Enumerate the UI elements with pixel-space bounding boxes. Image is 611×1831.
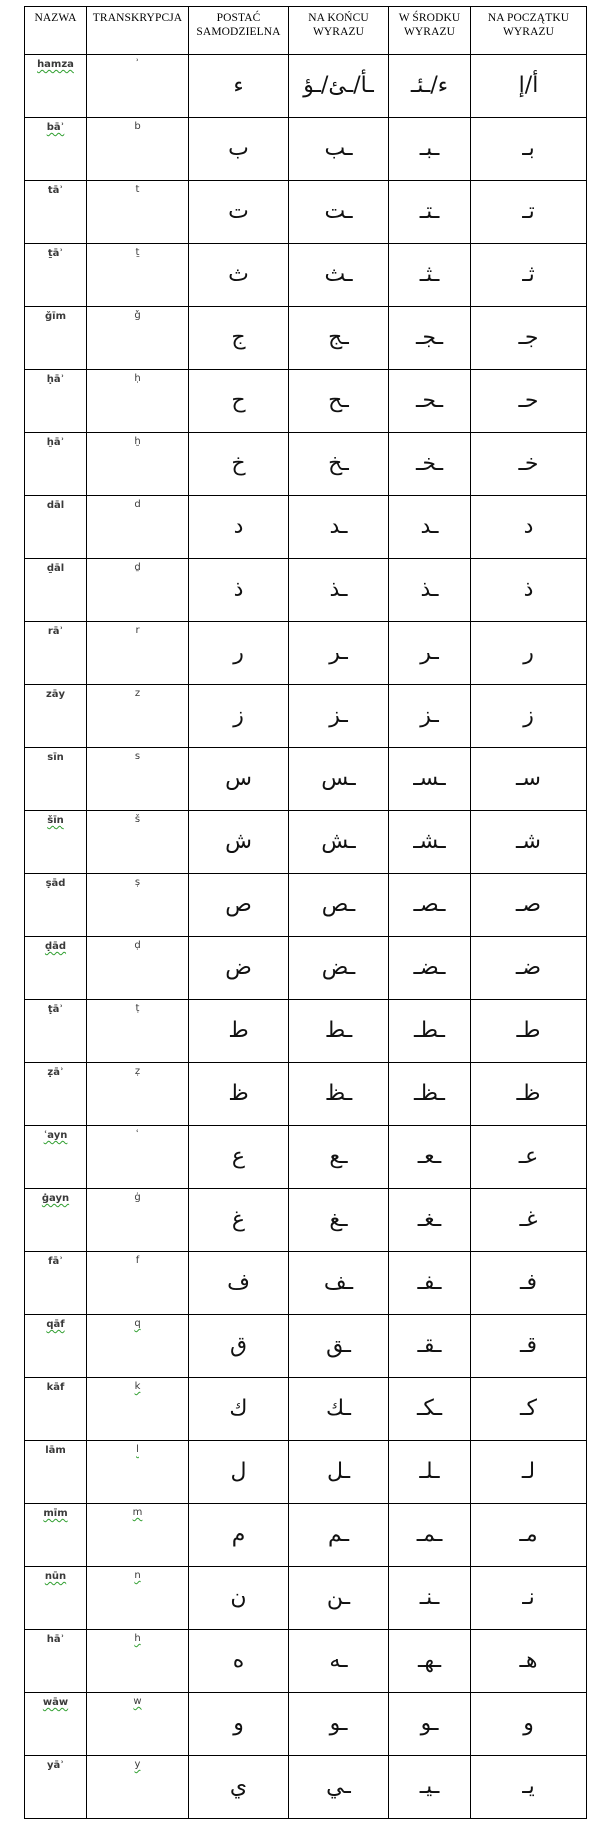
- letter-name: ʿayn: [43, 1130, 68, 1141]
- letter-name: bāʾ: [46, 122, 65, 133]
- medial-form: ء/ـئـ: [389, 55, 471, 118]
- letter-name: hāʾ: [46, 1634, 65, 1645]
- final-form: ـه: [289, 1630, 389, 1693]
- isolated-form: ع: [189, 1126, 289, 1189]
- initial-form: لـ: [471, 1441, 587, 1504]
- header-final: [289, 7, 389, 55]
- medial-form: ـر: [389, 622, 471, 685]
- letter-name-cell: [25, 433, 87, 496]
- table-row: [25, 118, 587, 181]
- medial-form: ـطـ: [389, 1000, 471, 1063]
- isolated-form: ل: [189, 1441, 289, 1504]
- header-name-text: NAZWA: [34, 12, 77, 24]
- header-initial: [471, 7, 587, 55]
- transcription-cell: [87, 1630, 189, 1693]
- medial-form: ـظـ: [389, 1063, 471, 1126]
- isolated-form: ت: [189, 181, 289, 244]
- medial-form: ـز: [389, 685, 471, 748]
- transcription: n: [134, 1570, 141, 1581]
- table-row: [25, 1567, 587, 1630]
- transcription: h: [134, 1633, 141, 1644]
- letter-name-cell: [25, 1504, 87, 1567]
- medial-form: ـيـ: [389, 1756, 471, 1819]
- transcription: ḥ: [134, 373, 141, 384]
- final-form: ـي: [289, 1756, 389, 1819]
- isolated-form: س: [189, 748, 289, 811]
- final-form: ـم: [289, 1504, 389, 1567]
- transcription: ṭ: [135, 1003, 140, 1014]
- transcription: ʾ: [135, 58, 140, 69]
- transcription-cell: [87, 118, 189, 181]
- medial-form: ـجـ: [389, 307, 471, 370]
- table-row: [25, 1756, 587, 1819]
- final-form: ـع: [289, 1126, 389, 1189]
- table-body: [25, 55, 587, 1819]
- letter-name-cell: [25, 1252, 87, 1315]
- table-row: [25, 433, 587, 496]
- initial-form: هـ: [471, 1630, 587, 1693]
- isolated-form: ط: [189, 1000, 289, 1063]
- isolated-form: د: [189, 496, 289, 559]
- isolated-form: ح: [189, 370, 289, 433]
- transcription-cell: [87, 1063, 189, 1126]
- final-form: ـر: [289, 622, 389, 685]
- transcription: š: [134, 814, 141, 825]
- initial-form: ثـ: [471, 244, 587, 307]
- header-transcription-text: TRANSKRYPCJA: [92, 12, 183, 24]
- transcription: d: [134, 499, 141, 510]
- table-row: [25, 1126, 587, 1189]
- isolated-form: ر: [189, 622, 289, 685]
- transcription: l: [136, 1444, 139, 1455]
- medial-form: ـنـ: [389, 1567, 471, 1630]
- final-form: ـث: [289, 244, 389, 307]
- final-form: ـو: [289, 1693, 389, 1756]
- initial-form: حـ: [471, 370, 587, 433]
- medial-form: ـحـ: [389, 370, 471, 433]
- letter-name-cell: [25, 1756, 87, 1819]
- transcription: w: [133, 1696, 142, 1707]
- table-row: [25, 1189, 587, 1252]
- table-row: [25, 181, 587, 244]
- initial-form: صـ: [471, 874, 587, 937]
- initial-form: فـ: [471, 1252, 587, 1315]
- initial-form: تـ: [471, 181, 587, 244]
- medial-form: ـغـ: [389, 1189, 471, 1252]
- letter-name-cell: [25, 685, 87, 748]
- letter-name: ḫāʾ: [46, 437, 65, 448]
- transcription: ḫ: [134, 436, 141, 447]
- letter-name-cell: [25, 496, 87, 559]
- arabic-alphabet-table: [24, 6, 587, 1819]
- transcription-cell: [87, 55, 189, 118]
- initial-form: سـ: [471, 748, 587, 811]
- transcription-cell: [87, 811, 189, 874]
- transcription: q: [134, 1318, 141, 1329]
- letter-name: ḍād: [44, 941, 67, 952]
- initial-form: قـ: [471, 1315, 587, 1378]
- transcription-cell: [87, 244, 189, 307]
- table-row: [25, 1252, 587, 1315]
- transcription-cell: [87, 1567, 189, 1630]
- document-page: [24, 6, 586, 1820]
- medial-form: ـذ: [389, 559, 471, 622]
- table-row: [25, 1630, 587, 1693]
- letter-name-cell: [25, 748, 87, 811]
- header-isolated: [189, 7, 289, 55]
- letter-name-cell: [25, 1441, 87, 1504]
- transcription: ġ: [134, 1192, 141, 1203]
- letter-name-cell: [25, 1126, 87, 1189]
- letter-name-cell: [25, 1567, 87, 1630]
- letter-name: dāl: [46, 500, 65, 511]
- initial-form: طـ: [471, 1000, 587, 1063]
- final-form: ـش: [289, 811, 389, 874]
- header-medial-line1: W ŚRODKU: [398, 12, 461, 24]
- table-row: [25, 307, 587, 370]
- letter-name-cell: [25, 1378, 87, 1441]
- medial-form: ـقـ: [389, 1315, 471, 1378]
- isolated-form: ج: [189, 307, 289, 370]
- final-form: ـن: [289, 1567, 389, 1630]
- header-transcription: [87, 7, 189, 55]
- table-row: [25, 937, 587, 1000]
- isolated-form: ق: [189, 1315, 289, 1378]
- letter-name-cell: [25, 1063, 87, 1126]
- final-form: ـق: [289, 1315, 389, 1378]
- initial-form: و: [471, 1693, 587, 1756]
- table-row: [25, 874, 587, 937]
- final-form: ـز: [289, 685, 389, 748]
- letter-name-cell: [25, 874, 87, 937]
- medial-form: ـصـ: [389, 874, 471, 937]
- isolated-form: ش: [189, 811, 289, 874]
- transcription: m: [132, 1507, 143, 1518]
- transcription-cell: [87, 1504, 189, 1567]
- transcription-cell: [87, 1756, 189, 1819]
- header-isolated-line2: SAMODZIELNA: [196, 26, 281, 38]
- initial-form: نـ: [471, 1567, 587, 1630]
- isolated-form: ء: [189, 55, 289, 118]
- initial-form: خـ: [471, 433, 587, 496]
- table-row: [25, 1315, 587, 1378]
- letter-name-cell: [25, 1630, 87, 1693]
- initial-form: شـ: [471, 811, 587, 874]
- isolated-form: ظ: [189, 1063, 289, 1126]
- letter-name-cell: [25, 181, 87, 244]
- final-form: ـض: [289, 937, 389, 1000]
- table-row: [25, 370, 587, 433]
- final-form: ـظ: [289, 1063, 389, 1126]
- header-isolated-line1: POSTAĆ: [216, 12, 261, 24]
- letter-name: tāʾ: [47, 185, 64, 196]
- transcription-cell: [87, 1693, 189, 1756]
- initial-form: عـ: [471, 1126, 587, 1189]
- transcription-cell: [87, 307, 189, 370]
- isolated-form: ك: [189, 1378, 289, 1441]
- table-row: [25, 1063, 587, 1126]
- isolated-form: ف: [189, 1252, 289, 1315]
- table-row: [25, 685, 587, 748]
- final-form: ـت: [289, 181, 389, 244]
- transcription: s: [134, 751, 141, 762]
- initial-form: ذ: [471, 559, 587, 622]
- header-initial-line2: WYRAZU: [502, 26, 555, 38]
- isolated-form: و: [189, 1693, 289, 1756]
- header-medial: [389, 7, 471, 55]
- letter-name: ẓāʾ: [47, 1067, 64, 1078]
- transcription: ḍ: [134, 940, 141, 951]
- letter-name: kāf: [46, 1382, 65, 1393]
- transcription: r: [135, 625, 140, 636]
- transcription-cell: [87, 559, 189, 622]
- table-row: [25, 1441, 587, 1504]
- table-row: [25, 559, 587, 622]
- letter-name-cell: [25, 307, 87, 370]
- transcription-cell: [87, 622, 189, 685]
- table-row: [25, 622, 587, 685]
- transcription: ṯ: [135, 247, 140, 258]
- header-row: [25, 7, 587, 55]
- letter-name: yāʾ: [47, 1760, 64, 1771]
- final-form: ـط: [289, 1000, 389, 1063]
- final-form: ـس: [289, 748, 389, 811]
- initial-form: ضـ: [471, 937, 587, 1000]
- table-row: [25, 748, 587, 811]
- isolated-form: ص: [189, 874, 289, 937]
- letter-name-cell: [25, 370, 87, 433]
- transcription-cell: [87, 748, 189, 811]
- medial-form: ـد: [389, 496, 471, 559]
- letter-name: wāw: [42, 1697, 69, 1708]
- isolated-form: ه: [189, 1630, 289, 1693]
- letter-name: ḏāl: [46, 563, 65, 574]
- initial-form: ر: [471, 622, 587, 685]
- letter-name-cell: [25, 1000, 87, 1063]
- isolated-form: خ: [189, 433, 289, 496]
- final-form: ـذ: [289, 559, 389, 622]
- letter-name: ṣād: [45, 878, 66, 889]
- letter-name-cell: [25, 622, 87, 685]
- isolated-form: ذ: [189, 559, 289, 622]
- letter-name: lām: [45, 1445, 66, 1456]
- medial-form: ـكـ: [389, 1378, 471, 1441]
- initial-form: ظـ: [471, 1063, 587, 1126]
- header-final-line2: WYRAZU: [312, 26, 365, 38]
- final-form: ـح: [289, 370, 389, 433]
- letter-name: ṭāʾ: [47, 1004, 64, 1015]
- final-form: ـف: [289, 1252, 389, 1315]
- transcription-cell: [87, 1126, 189, 1189]
- header-final-line1: NA KOŃCU: [308, 12, 369, 24]
- initial-form: يـ: [471, 1756, 587, 1819]
- letter-name: qāf: [46, 1319, 65, 1330]
- transcription-cell: [87, 1378, 189, 1441]
- transcription-cell: [87, 1252, 189, 1315]
- isolated-form: م: [189, 1504, 289, 1567]
- transcription: f: [135, 1255, 140, 1266]
- medial-form: ـثـ: [389, 244, 471, 307]
- letter-name: ǧīm: [44, 311, 66, 322]
- letter-name: sīn: [47, 752, 64, 763]
- header-name: [25, 7, 87, 55]
- transcription: ḏ: [134, 562, 141, 573]
- table-row: [25, 55, 587, 118]
- medial-form: ـضـ: [389, 937, 471, 1000]
- letter-name-cell: [25, 1189, 87, 1252]
- isolated-form: ث: [189, 244, 289, 307]
- isolated-form: ي: [189, 1756, 289, 1819]
- isolated-form: ب: [189, 118, 289, 181]
- initial-form: أ/إ: [471, 55, 587, 118]
- letter-name-cell: [25, 811, 87, 874]
- transcription-cell: [87, 433, 189, 496]
- isolated-form: ض: [189, 937, 289, 1000]
- medial-form: ـهـ: [389, 1630, 471, 1693]
- initial-form: غـ: [471, 1189, 587, 1252]
- header-initial-line1: NA POCZĄTKU: [487, 12, 570, 24]
- letter-name-cell: [25, 244, 87, 307]
- table-row: [25, 1378, 587, 1441]
- initial-form: ز: [471, 685, 587, 748]
- transcription-cell: [87, 1315, 189, 1378]
- transcription-cell: [87, 370, 189, 433]
- final-form: ـل: [289, 1441, 389, 1504]
- transcription-cell: [87, 937, 189, 1000]
- isolated-form: ز: [189, 685, 289, 748]
- table-row: [25, 244, 587, 307]
- table-row: [25, 1000, 587, 1063]
- table-row: [25, 811, 587, 874]
- final-form: ـخ: [289, 433, 389, 496]
- transcription-cell: [87, 685, 189, 748]
- letter-name: zāy: [45, 689, 66, 700]
- transcription-cell: [87, 181, 189, 244]
- medial-form: ـتـ: [389, 181, 471, 244]
- isolated-form: ن: [189, 1567, 289, 1630]
- medial-form: ـخـ: [389, 433, 471, 496]
- final-form: ـك: [289, 1378, 389, 1441]
- transcription: ʿ: [135, 1129, 140, 1140]
- transcription-cell: [87, 1189, 189, 1252]
- table-row: [25, 496, 587, 559]
- transcription: ẓ: [134, 1066, 141, 1077]
- transcription-cell: [87, 1000, 189, 1063]
- initial-form: جـ: [471, 307, 587, 370]
- letter-name: ṯāʾ: [47, 248, 64, 259]
- final-form: ـج: [289, 307, 389, 370]
- letter-name: ḥāʾ: [46, 374, 65, 385]
- medial-form: ـفـ: [389, 1252, 471, 1315]
- transcription: y: [134, 1759, 141, 1770]
- letter-name-cell: [25, 118, 87, 181]
- transcription-cell: [87, 496, 189, 559]
- letter-name: hamza: [37, 59, 74, 70]
- table-header: [25, 7, 587, 55]
- final-form: ـب: [289, 118, 389, 181]
- transcription: ǧ: [134, 310, 141, 321]
- medial-form: ـبـ: [389, 118, 471, 181]
- transcription: k: [134, 1381, 141, 1392]
- letter-name: rāʾ: [47, 626, 64, 637]
- final-form: ـص: [289, 874, 389, 937]
- transcription-cell: [87, 1441, 189, 1504]
- letter-name: nūn: [44, 1571, 67, 1582]
- table-row: [25, 1504, 587, 1567]
- transcription: z: [134, 688, 141, 699]
- header-medial-line2: WYRAZU: [403, 26, 456, 38]
- medial-form: ـلـ: [389, 1441, 471, 1504]
- table-row: [25, 1693, 587, 1756]
- final-form: ـد: [289, 496, 389, 559]
- transcription: b: [134, 121, 141, 132]
- isolated-form: غ: [189, 1189, 289, 1252]
- letter-name: ġayn: [41, 1193, 70, 1204]
- transcription: t: [135, 184, 140, 195]
- initial-form: مـ: [471, 1504, 587, 1567]
- letter-name-cell: [25, 1693, 87, 1756]
- medial-form: ـسـ: [389, 748, 471, 811]
- medial-form: ـو: [389, 1693, 471, 1756]
- final-form: ـأ/ـئ/ـؤ: [289, 55, 389, 118]
- letter-name-cell: [25, 559, 87, 622]
- initial-form: كـ: [471, 1378, 587, 1441]
- final-form: ـغ: [289, 1189, 389, 1252]
- medial-form: ـعـ: [389, 1126, 471, 1189]
- medial-form: ـشـ: [389, 811, 471, 874]
- letter-name: šīn: [47, 815, 64, 826]
- medial-form: ـمـ: [389, 1504, 471, 1567]
- letter-name-cell: [25, 55, 87, 118]
- transcription: ṣ: [134, 877, 141, 888]
- transcription-cell: [87, 874, 189, 937]
- letter-name: fāʾ: [48, 1256, 63, 1267]
- initial-form: د: [471, 496, 587, 559]
- initial-form: بـ: [471, 118, 587, 181]
- letter-name-cell: [25, 1315, 87, 1378]
- letter-name-cell: [25, 937, 87, 1000]
- letter-name: mīm: [43, 1508, 68, 1519]
